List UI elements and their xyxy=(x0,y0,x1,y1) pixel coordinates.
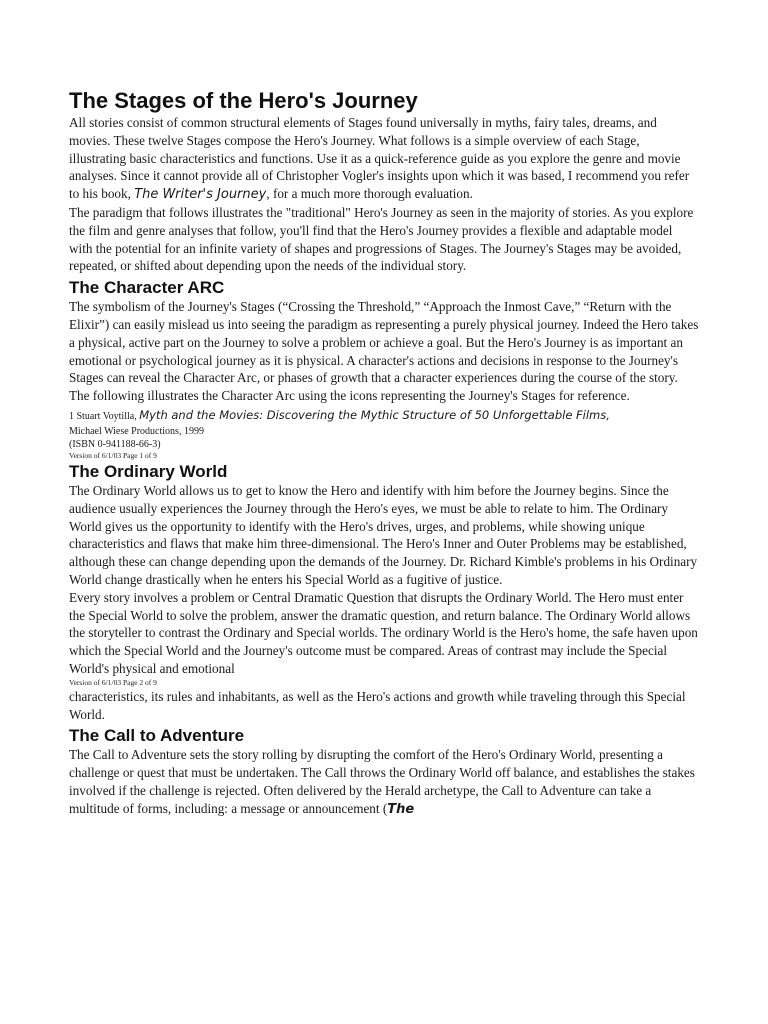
footnote-prefix: 1 Stuart Voytilla, xyxy=(69,410,140,422)
page-marker-2: Version of 6/1/03 Page 2 of 9 xyxy=(69,677,157,687)
call-to-adventure-trailing-title: The xyxy=(387,801,415,817)
footnote-publisher: Michael Wiese Productions, 1999 xyxy=(69,425,204,437)
footnote-isbn: (ISBN 0-941188-66-3) xyxy=(69,438,161,450)
document-title: The Stages of the Hero's Journey xyxy=(69,88,418,113)
page-marker-1: Version of 6/1/03 Page 1 of 9 xyxy=(69,450,157,460)
footnote-citation xyxy=(69,407,699,425)
ordinary-world-paragraph-2: Every story involves a problem or Central Dramatic Question that disrupts the Ordinary World. The Hero must enter the Special World to solve the problem, answer the dramatic question, and return balance. The Ordinary World allows the storyteller to contrast the Ordinary and Special worlds. The ordinary World is the Hero's home, the safe haven upon which the Special World and the Journey's outcome must be compared. Areas of contrast may include the Special World's physical and emotional xyxy=(69,589,698,676)
ordinary-world-heading: The Ordinary World xyxy=(69,461,228,481)
footnote xyxy=(69,407,699,451)
character-arc-paragraph: The symbolism of the Journey's Stages (“Crossing the Threshold,” “Approach the Inmost Cave,” “Return with the Elixir”) can easily mislead us into seeing the paradigm as representing a purely physical journey. Indeed the Hero takes a physical, active part on the Journey to solve a problem or achieve a goal. But the Hero's Journey is as important an emotional or psychological journey as it is physical. A character's actions and decisions in response to the Journey's Stages can reveal the Character Arc, or phases of growth that a character experiences during the course of the story. The following illustrates the Character Arc using the icons representing the Journey's Stages for reference. xyxy=(69,299,699,404)
ordinary-world-paragraph-1: The Ordinary World allows us to get to know the Hero and identify with him before the Journey begins. Since the audience usually experiences the Journey through the Hero's eyes, we must be able to relate to him. The Ordinary World gives us the opportunity to identify with the Hero's drives, urges, and problems, while showing unique characteristics and flaws that make him three-dimensional. The Hero's Inner and Outer Problems may be established, although these can change depending upon the demands of the Journey. Dr. Richard Kimble's problems in his Ordinary World change drastically when he enters his Special World as a fugitive of justice. xyxy=(69,482,698,587)
footnote-book-title: Myth and the Movies: Discovering the Mythic Structure of 50 Unforgettable Films, xyxy=(139,407,610,422)
call-to-adventure-heading: The Call to Adventure xyxy=(69,726,245,746)
intro-paragraph xyxy=(69,114,699,204)
book-title-writers-journey: The Writer's Journey xyxy=(134,187,267,203)
intro-text-before: All stories consist of common structural elements of Stages found universally in myths, fairy tales, dreams, and movies. These twelve Stages compose the Hero's Journey. What follows is a simple overview of each Stage, illustrating basic characteristics and functions. Use it as a quick-reference guide as you explore the genre and movie analyses. Since it cannot provide all of Christopher Vogler's insights upon which it was based, I recommend you refer to his book, xyxy=(69,115,690,202)
document-page xyxy=(69,88,699,819)
paradigm-paragraph: The paradigm that follows illustrates the "traditional" Hero's Journey as seen in the majority of stories. As you explore the film and genre analyses that follow, you'll find that the Hero's Journey provides a flexible and adaptable model with the potential for an infinite variety of shapes and progressions of Stages. The Journey's Stages may be avoided, repeated, or shifted about depending upon the needs of the individual story. xyxy=(69,204,694,274)
ordinary-world-paragraph-2-continued: characteristics, its rules and inhabitants, as well as the Hero's actions and growth while traveling through this Special World. xyxy=(69,688,686,722)
intro-text-after: , for a much more thorough evaluation. xyxy=(266,186,473,202)
call-to-adventure-text: The Call to Adventure sets the story rolling by disrupting the comfort of the Hero's Ordinary World, presenting a challenge or quest that must be undertaken. The Call throws the Ordinary World off balance, and establishes the stakes involved if the challenge is rejected. Often delivered by the Herald archetype, the Call to Adventure can take a multitude of forms, including: a message or announcement ( xyxy=(69,747,695,816)
character-arc-heading: The Character ARC xyxy=(69,278,225,298)
call-to-adventure-paragraph xyxy=(69,746,699,818)
